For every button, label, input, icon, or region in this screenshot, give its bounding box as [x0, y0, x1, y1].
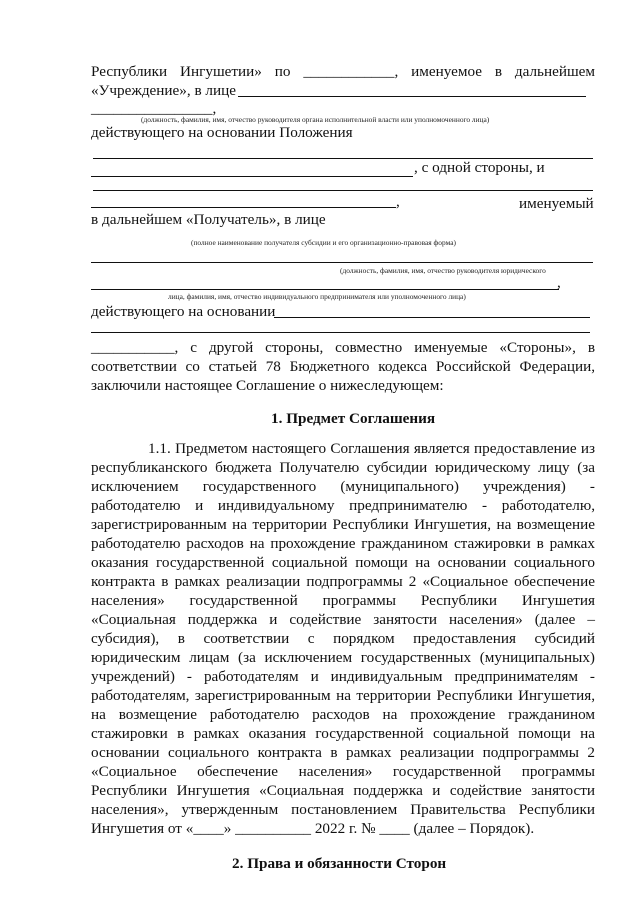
section-1-line: «Социальное обеспечение населения» государственной программы	[91, 763, 595, 780]
caption-recipient: (полное наименование получателя субсидии и его организационно-правовая форма)	[191, 238, 456, 247]
blank-line	[91, 262, 593, 263]
section-1-last-line: Ингушетия от «____» __________ 2022 г. № ____ (далее – Порядок).	[91, 820, 535, 837]
caption-position: (должность, фамилия, имя, отчество руководителя юридического	[340, 266, 546, 275]
caption-official: (должность, фамилия, имя, отчество руководителя органа исполнительной власти или уполномоченного лица)	[141, 115, 490, 124]
section-2-title: 2. Права и обязанности Сторон	[232, 855, 447, 872]
section-1-line: населения», утвержденным постановлением Правительства Республики	[91, 801, 595, 818]
blank-line	[274, 317, 590, 318]
section-1-line: работодателю и индивидуальному предпринимателю - работодателю,	[91, 497, 595, 514]
blank-line	[91, 332, 590, 333]
section-1-line: работодателю расходов на прохождение гражданином стажировки в рамках	[91, 535, 595, 552]
header-line-7: в дальнейшем «Получатель», в лице	[91, 211, 326, 228]
header-line-12: заключили настоящее Соглашение о нижеследующем:	[91, 377, 444, 394]
section-1-line: исключением государственного (муниципального) учреждения) -	[91, 478, 595, 495]
section-1-line: субсидия), в соответствии с порядком предоставления субсидий	[91, 630, 595, 647]
section-1-line: Республики Ингушетия «Социальная поддержка и содействие занятости	[91, 782, 595, 799]
blank-line	[91, 207, 396, 208]
section-1-first-line: 1.1. Предметом настоящего Соглашения является предоставление из	[148, 440, 595, 457]
blank-line	[238, 96, 586, 97]
header-line-1: Республики Ингушетии» по ____________, именуемое в дальнейшем	[91, 63, 595, 80]
header-line-6a: ,	[396, 193, 400, 210]
section-1-line: оказания государственной социальной помощи на основании социального	[91, 554, 595, 571]
header-line-5: , с одной стороны, и	[414, 159, 545, 176]
blank-line	[91, 176, 413, 177]
section-1-line: зарегистрированным на территории Республики Ингушетия, на возмещение	[91, 516, 595, 533]
section-1-line: республиканского бюджета Получателю субсидии юридическому лицу (за	[91, 459, 595, 476]
section-1-line: «Социальная поддержка и содействие занятости населения» (далее –	[91, 611, 595, 628]
section-1-title: 1. Предмет Соглашения	[271, 410, 436, 427]
header-line-9: действующего на основании	[91, 303, 276, 320]
caption-entrepreneur: лица, фамилия, имя, отчество индивидуального предпринимателя или уполномоченного лица)	[168, 292, 466, 301]
section-1-line: стажировки в рамках оказания государственной социальной помощи на	[91, 725, 595, 742]
blank-line	[91, 289, 559, 290]
section-1-line: учреждений) - работодателям и индивидуальным предпринимателям -	[91, 668, 595, 685]
header-line-8: ,	[557, 274, 561, 291]
section-1-line: работодателям, зарегистрированным на территории Республики Ингушетия,	[91, 687, 595, 704]
header-line-2: «Учреждение», в лице	[91, 82, 237, 99]
section-1-line: населения» государственной программы Республики Ингушетия	[91, 592, 595, 609]
section-1-line: основании социального контракта в рамках реализации подпрограммы 2	[91, 744, 595, 761]
header-line-10: ___________, с другой стороны, совместно именуемые «Стороны», в	[91, 339, 595, 356]
header-line-3: ________________,	[91, 100, 217, 117]
blank-line	[93, 190, 593, 191]
section-1-line: на возмещение работодателю расходов на прохождение гражданином	[91, 706, 595, 723]
header-line-11: соответствии со статьей 78 Бюджетного кодекса Российской Федерации,	[91, 358, 595, 375]
section-1-line: юридическим лицам (за исключением государственных (муниципальных)	[91, 649, 595, 666]
header-line-4: действующего на основании Положения	[91, 124, 353, 141]
section-1-line: контракта в рамках реализации подпрограммы 2 «Социальное обеспечение	[91, 573, 595, 590]
header-line-6b: именуемый	[519, 195, 594, 212]
